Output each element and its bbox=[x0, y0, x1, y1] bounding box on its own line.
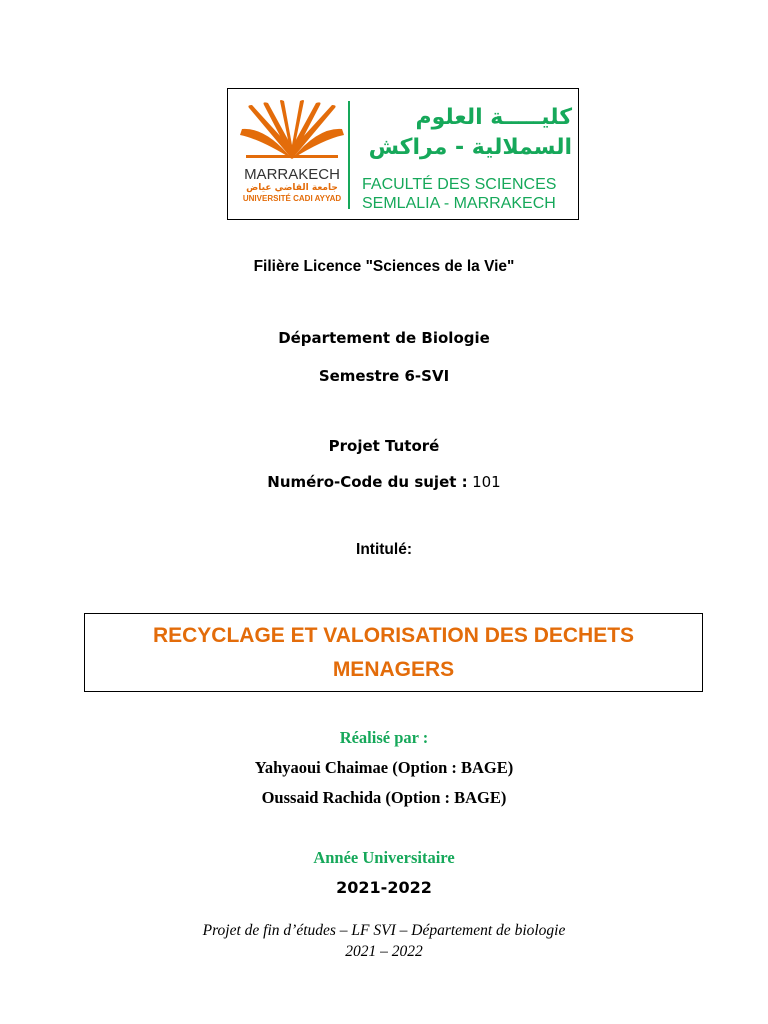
faculty-name bbox=[362, 103, 572, 213]
subject-code-value: 101 bbox=[472, 473, 501, 491]
academic-year-value: 2021-2022 bbox=[336, 878, 432, 897]
department-heading: Département de Biologie bbox=[278, 329, 490, 347]
project-title-line-2: MENAGERS bbox=[332, 657, 455, 681]
footer-line-1: Projet de fin d’études – LF SVI – Département de biologie bbox=[202, 922, 566, 939]
authors-label: Réalisé par : bbox=[339, 728, 429, 747]
faculty-name-latin-2: SEMLALIA - MARRAKECH bbox=[362, 195, 556, 212]
author-2: Oussaid Rachida (Option : BAGE) bbox=[261, 788, 507, 807]
faculty-name-latin-1: FACULTÉ DES SCIENCES bbox=[362, 176, 557, 193]
author-1: Yahyaoui Chaimae (Option : BAGE) bbox=[254, 758, 514, 777]
faculty-logo-box bbox=[227, 88, 579, 220]
semester-heading: Semestre 6-SVI bbox=[318, 367, 450, 385]
filiere-heading: Filière Licence "Sciences de la Vie" bbox=[253, 258, 515, 275]
faculty-name-arabic-2: السملالية - مراكش bbox=[368, 135, 572, 160]
footer-line-2: 2021 – 2022 bbox=[345, 943, 423, 960]
university-city-name: MARRAKECH bbox=[244, 166, 340, 183]
logo-separator bbox=[348, 101, 350, 209]
subject-code-label: Numéro-Code du sujet : bbox=[267, 473, 468, 491]
faculty-name-arabic-1: كليـــــة العلوم bbox=[415, 105, 572, 130]
university-name-arabic: جامعة القاضي عياض bbox=[246, 183, 338, 193]
university-logo bbox=[236, 99, 348, 217]
project-title-box bbox=[84, 613, 703, 692]
university-emblem-icon bbox=[236, 99, 348, 161]
project-title-line-1: RECYCLAGE ET VALORISATION DES DECHETS bbox=[152, 623, 635, 647]
project-heading: Projet Tutoré bbox=[328, 437, 440, 455]
university-name-latin: UNIVERSITÉ CADI AYYAD bbox=[242, 194, 342, 203]
academic-year-label: Année Universitaire bbox=[313, 848, 455, 867]
subject-code bbox=[0, 473, 768, 492]
title-label: Intitulé: bbox=[356, 541, 412, 558]
